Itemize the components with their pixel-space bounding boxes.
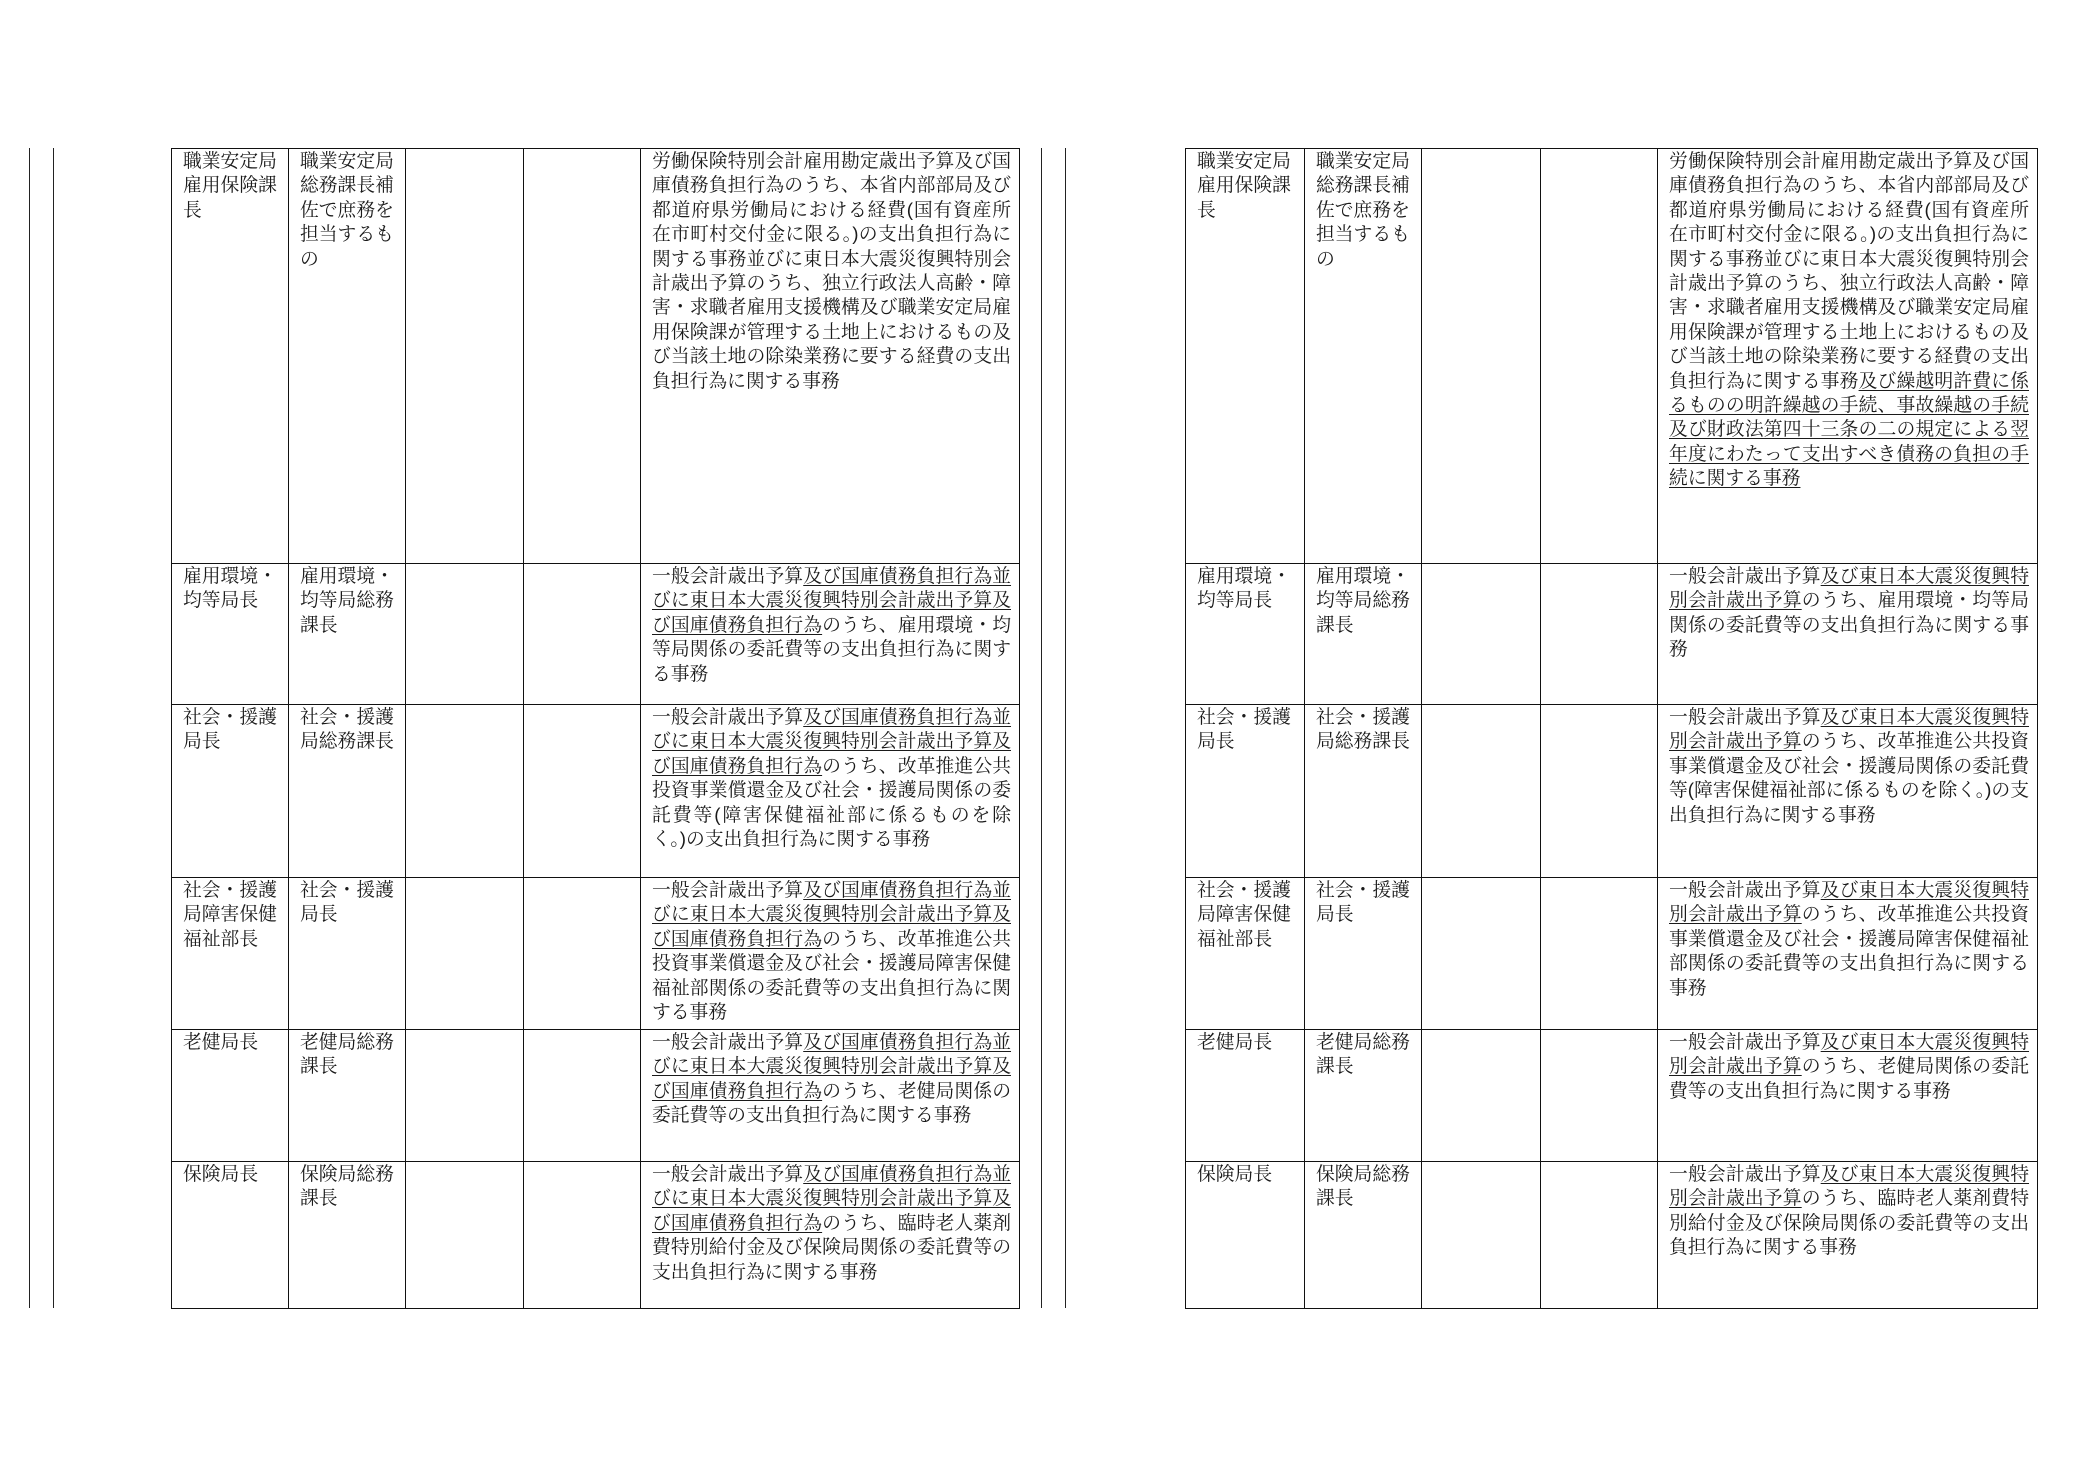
duties-text-segment: 一般会計歳出予算 — [1669, 1031, 1821, 1052]
duties-cell — [641, 705, 1020, 878]
duties-amended-segment: 及び国庫債務負担行為並びに東日本大震災復興特別会計歳出予算及び国庫債務負担行為 — [652, 879, 1012, 949]
blank-cell — [524, 1030, 641, 1162]
table-row — [1186, 1162, 2038, 1309]
left-margin-rule-inner — [53, 148, 54, 1308]
official-cell: 老健局長 — [1186, 1030, 1305, 1162]
duties-text-segment: のうち、雇用環境・均等局関係の委託費等の支出負担行為に関する事務 — [652, 613, 1011, 684]
duties-text-segment: 一般会計歳出予算 — [1669, 565, 1821, 586]
blank-cell — [1422, 149, 1541, 564]
duties-cell — [641, 878, 1020, 1030]
blank-cell — [524, 564, 641, 705]
right-comparison-table — [1185, 148, 2038, 1309]
duties-text-segment: のうち、改革推進公共投資事業償還金及び社会・援護局関係の委託費等(障害保健福祉部に係るものを除く。)の支出負担行為に関する事務 — [1669, 730, 2030, 825]
duties-cell — [1658, 1030, 2038, 1162]
blank-cell — [1541, 705, 1658, 878]
duties-amended-segment: 及び国庫債務負担行為並びに東日本大震災復興特別会計歳出予算及び国庫債務負担行為 — [652, 1031, 1012, 1101]
duties-text-segment: のうち、改革推進公共投資事業償還金及び社会・援護局障害保健福祉部関係の委託費等の支出負担行為に関する事務 — [652, 927, 1011, 1023]
table-row — [1186, 564, 2038, 705]
blank-cell — [1422, 705, 1541, 878]
blank-cell — [406, 1030, 524, 1162]
deputy-cell: 職業安定局総務課長補佐で庶務を担当するもの — [289, 149, 406, 564]
official-cell: 老健局長 — [172, 1030, 289, 1162]
official-cell: 社会・援護局長 — [1186, 705, 1305, 878]
deputy-cell: 社会・援護局長 — [1305, 878, 1422, 1030]
official-cell: 職業安定局雇用保険課長 — [1186, 149, 1305, 564]
deputy-cell: 老健局総務課長 — [289, 1030, 406, 1162]
table-row — [1186, 878, 2038, 1030]
blank-cell — [1422, 1162, 1541, 1309]
blank-cell — [1422, 878, 1541, 1030]
official-cell: 社会・援護局長 — [172, 705, 289, 878]
duties-amended-segment: 及び国庫債務負担行為並びに東日本大震災復興特別会計歳出予算及び国庫債務負担行為 — [652, 706, 1012, 776]
deputy-cell: 社会・援護局長 — [289, 878, 406, 1030]
duties-cell — [1658, 1162, 2038, 1309]
duties-amended-segment: 及び国庫債務負担行為並びに東日本大震災復興特別会計歳出予算及び国庫債務負担行為 — [652, 565, 1012, 635]
blank-cell — [1541, 1030, 1658, 1162]
duties-amended-segment: 及び東日本大震災復興特別会計歳出予算 — [1669, 1031, 2030, 1077]
center-margin-rule-right — [1065, 148, 1066, 1308]
official-cell: 社会・援護局障害保健福祉部長 — [1186, 878, 1305, 1030]
deputy-cell: 保険局総務課長 — [1305, 1162, 1422, 1309]
blank-cell — [406, 878, 524, 1030]
duties-amended-segment: 及び東日本大震災復興特別会計歳出予算 — [1669, 565, 2030, 611]
duties-text-segment: のうち、老健局関係の委託費等の支出負担行為に関する事務 — [1669, 1055, 2030, 1101]
blank-cell — [524, 878, 641, 1030]
blank-cell — [406, 1162, 524, 1309]
duties-text-segment: 一般会計歳出予算 — [652, 565, 804, 586]
duties-text-segment: 一般会計歳出予算 — [1669, 879, 1821, 900]
duties-text-segment: のうち、老健局関係の委託費等の支出負担行為に関する事務 — [652, 1079, 1011, 1126]
blank-cell — [524, 149, 641, 564]
deputy-cell: 雇用環境・均等局総務課長 — [289, 564, 406, 705]
duties-text-segment: 労働保険特別会計雇用勘定歳出予算及び国庫債務負担行為のうち、本省内部部局及び都道府県労働局における経費(国有資産所在市町村交付金に限る。)の支出負担行為に関する事務並びに東日本大震災復興特別会計歳出予算のうち、独立行政法人高齢・障害・求職者雇用支援機構及び職業安定局雇用保険課が管理する土地上におけるもの及び当該土地の除染業務に要する経費の支出負担行為に関する事務 — [1669, 150, 2029, 391]
deputy-cell: 雇用環境・均等局総務課長 — [1305, 564, 1422, 705]
duties-text-segment: 一般会計歳出予算 — [1669, 706, 1821, 727]
deputy-cell: 社会・援護局総務課長 — [1305, 705, 1422, 878]
table-row — [1186, 705, 2038, 878]
official-cell: 保険局長 — [172, 1162, 289, 1309]
left-margin-rule-outer — [29, 148, 30, 1308]
duties-cell — [1658, 564, 2038, 705]
duties-amended-segment: 及び繰越明許費に係るものの明許繰越の手続、事故繰越の手続及び財政法第四十三条の二の規定による翌年度にわたって支出すべき債務の負担の手続に関する事務 — [1669, 369, 2030, 489]
duties-cell — [641, 149, 1020, 564]
blank-cell — [1541, 1162, 1658, 1309]
blank-cell — [1422, 564, 1541, 705]
official-cell: 社会・援護局障害保健福祉部長 — [172, 878, 289, 1030]
duties-cell — [1658, 705, 2038, 878]
duties-text-segment: 一般会計歳出予算 — [652, 879, 804, 900]
duties-text-segment: のうち、雇用環境・均等局関係の委託費等の支出負担行為に関する事務 — [1669, 589, 2030, 660]
blank-cell — [1422, 1030, 1541, 1162]
blank-cell — [524, 705, 641, 878]
duties-text-segment: 一般会計歳出予算 — [1669, 1163, 1821, 1184]
deputy-cell: 社会・援護局総務課長 — [289, 705, 406, 878]
official-cell: 雇用環境・均等局長 — [172, 564, 289, 705]
duties-amended-segment: 及び東日本大震災復興特別会計歳出予算 — [1669, 1163, 2030, 1209]
blank-cell — [524, 1162, 641, 1309]
duties-text-segment: のうち、改革推進公共投資事業償還金及び社会・援護局関係の委託費等(障害保健福祉部に係るものを除く。)の支出負担行為に関する事務 — [652, 754, 1011, 850]
deputy-cell: 老健局総務課長 — [1305, 1030, 1422, 1162]
duties-text-segment: 一般会計歳出予算 — [652, 706, 804, 727]
table-row — [172, 705, 1020, 878]
official-cell: 保険局長 — [1186, 1162, 1305, 1309]
duties-cell — [641, 1162, 1020, 1309]
table-row — [172, 149, 1020, 564]
blank-cell — [406, 705, 524, 878]
duties-amended-segment: 及び東日本大震災復興特別会計歳出予算 — [1669, 706, 2030, 752]
blank-cell — [406, 149, 524, 564]
duties-amended-segment: 及び東日本大震災復興特別会計歳出予算 — [1669, 879, 2030, 925]
deputy-cell: 保険局総務課長 — [289, 1162, 406, 1309]
duties-text-segment: のうち、臨時老人薬剤費特別給付金及び保険局関係の委託費等の支出負担行為に関する事務 — [652, 1211, 1011, 1282]
duties-text-segment: 一般会計歳出予算 — [652, 1163, 804, 1184]
duties-cell — [1658, 878, 2038, 1030]
table-row — [172, 878, 1020, 1030]
official-cell: 職業安定局雇用保険課長 — [172, 149, 289, 564]
duties-amended-segment: 及び国庫債務負担行為並びに東日本大震災復興特別会計歳出予算及び国庫債務負担行為 — [652, 1163, 1012, 1233]
duties-text-segment: のうち、改革推進公共投資事業償還金及び社会・援護局障害保健福祉部関係の委託費等の支出負担行為に関する事務 — [1669, 903, 2030, 998]
duties-cell — [641, 1030, 1020, 1162]
duties-cell — [1658, 149, 2038, 564]
table-row — [172, 564, 1020, 705]
duties-text-segment: 一般会計歳出予算 — [652, 1031, 804, 1052]
blank-cell — [1541, 878, 1658, 1030]
official-cell: 雇用環境・均等局長 — [1186, 564, 1305, 705]
center-margin-rule-left — [1041, 148, 1042, 1308]
deputy-cell: 職業安定局総務課長補佐で庶務を担当するもの — [1305, 149, 1422, 564]
blank-cell — [406, 564, 524, 705]
duties-cell — [641, 564, 1020, 705]
table-row — [1186, 149, 2038, 564]
table-row — [172, 1162, 1020, 1309]
duties-text-segment: のうち、臨時老人薬剤費特別給付金及び保険局関係の委託費等の支出負担行為に関する事務 — [1669, 1187, 2030, 1258]
blank-cell — [1541, 149, 1658, 564]
table-row — [172, 1030, 1020, 1162]
left-comparison-table — [171, 148, 1020, 1309]
blank-cell — [1541, 564, 1658, 705]
duties-text-segment: 労働保険特別会計雇用勘定歳出予算及び国庫債務負担行為のうち、本省内部部局及び都道府県労働局における経費(国有資産所在市町村交付金に限る。)の支出負担行為に関する事務並びに東日本大震災復興特別会計歳出予算のうち、独立行政法人高齢・障害・求職者雇用支援機構及び職業安定局雇用保険課が管理する土地上におけるもの及び当該土地の除染業務に要する経費の支出負担行為に関する事務 — [652, 150, 1011, 391]
table-row — [1186, 1030, 2038, 1162]
